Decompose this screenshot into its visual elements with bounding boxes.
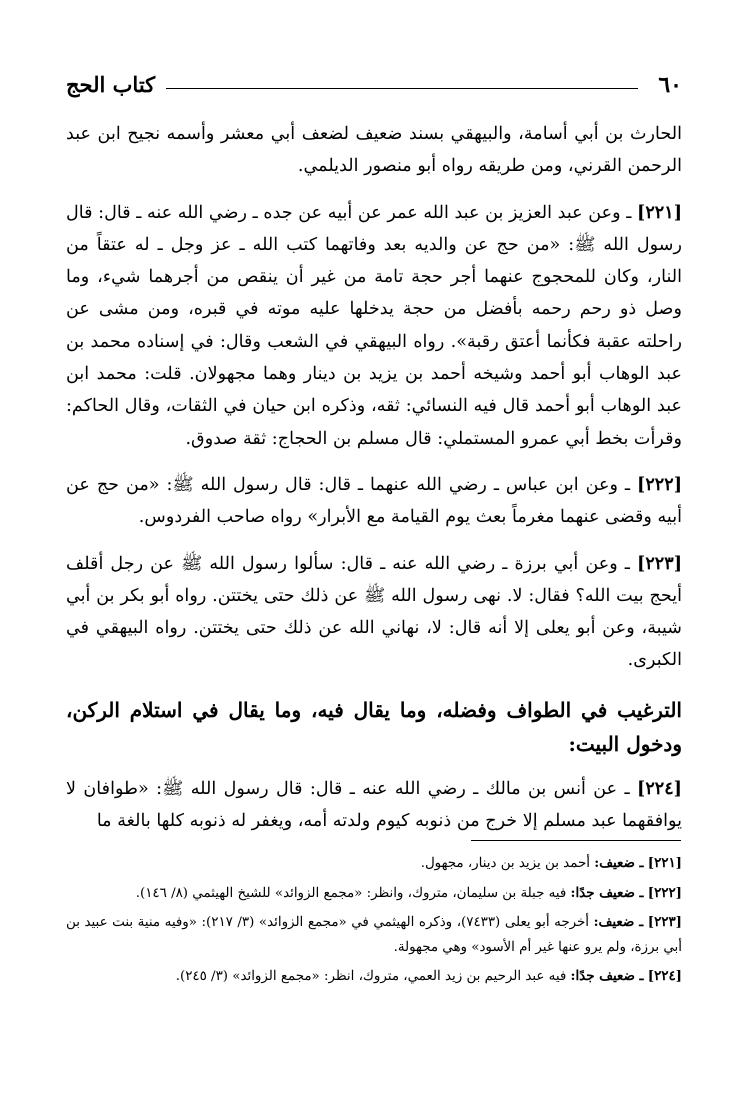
footnote-grade: ـ ضعيف جدًا:: [570, 968, 644, 984]
footnote-text: أحمد بن يزيد بن دينار، مجهول.: [420, 856, 595, 871]
hadith-text: ـ وعن أبي برزة ـ رضي الله عنه ـ قال: سألوا رسول الله ﷺ عن رجل أقلف أيحج بيت الله؟ فقال: لا. نهى رسول الله ﷺ عن ذلك حتى يختتن. رواه أبو بكر بن أبي شيبة، وعن أبو يعلى إلا أنه قال: لا، نهاني الله عن ذلك حتى يختتن. رواه البيهقي في الكبرى.: [66, 553, 682, 671]
footnote-number: [٢٢٣]: [647, 914, 682, 930]
footnote-222: [66, 881, 682, 907]
hadith-223: [66, 548, 682, 677]
hadith-number: [٢٢١]: [637, 201, 683, 223]
intro-paragraph: الحارث بن أبي أسامة، والبيهقي بسند ضعيف لضعف أبي معشر وأسمه نجيح ابن عبد الرحمن القرني، ومن طريقه رواه أبو منصور الديلمي.: [66, 124, 682, 177]
hadith-number: [٢٢٣]: [637, 552, 683, 574]
book-title: كتاب الحج: [66, 72, 156, 97]
main-text: [66, 118, 682, 837]
footnote-text: فيه عبد الرحيم بن زيد العمي، متروك، انظر: «مجمع الزوائد» (٣/ ٢٤٥).: [175, 969, 571, 984]
footnote-224: [66, 964, 682, 990]
header-rule: [166, 88, 638, 89]
hadith-text: ـ وعن عبد العزيز بن عبد الله عمر عن أبيه عن جده ـ رضي الله عنه ـ قال: قال رسول الله ﷺ: «من حج عن والديه بعد وفاتهما كتب الله ـ عز وجل ـ له عتقاً من النار، وكان للمحجوج عنهما أجر حجة تامة من غير أن ينقص من أجرهما شيء، وما وصل ذو رحم رحمه بأفضل من حجة يدخلها عليه موته في قبره، ومن مشى عن راحلته عقبة فكأنما أعتق رقبة». رواه البيهقي في الشعب وقال: في إسناده محمد بن عبد الوهاب أبو أحمد وشيخه أحمد بن يزيد بن دينار وهما مجهولان. قلت: محمد ابن عبد الوهاب أبو أحمد قال فيه النسائي: ثقه، وذكره ابن حيان في الثقات، وقال الحاكم: وقرأت بخط أبي عمرو المستملي: قال مسلم بن الحجاج: ثقة صدوق.: [66, 202, 682, 449]
footnote-separator: [471, 840, 681, 841]
footnote-number: [٢٢٤]: [647, 968, 682, 984]
hadith-text: ـ وعن ابن عباس ـ رضي الله عنهما ـ قال: قال رسول الله ﷺ: «من حج عن أبيه وقضى عنهما مغرماً بعث يوم القيامة مع الأبرار» رواه صاحب الفردوس.: [66, 474, 682, 528]
hadith-number: [٢٢٢]: [637, 473, 683, 495]
footnotes: [66, 851, 682, 994]
hadith-224: [66, 773, 682, 838]
section-heading: الترغيب في الطواف وفضله، وما يقال فيه، وما يقال في استلام الركن، ودخول البيت:: [66, 697, 682, 756]
hadith-222: [66, 469, 682, 534]
hadith-text: ـ عن أنس بن مالك ـ رضي الله عنه ـ قال: قال رسول الله ﷺ: «طوافان لا يوافقهما عبد مسلم إلا خرج من ذنوبه كيوم ولدته أمه، ويغفر له ذنوبه كلها بالغة ما: [66, 778, 682, 832]
page-header: [66, 72, 682, 98]
footnote-223: [66, 910, 682, 960]
footnote-221: [66, 851, 682, 877]
hadith-221: [66, 197, 682, 455]
page-number: ٦٠: [658, 72, 682, 98]
footnote-text: أخرجه أبو يعلى (٧٤٣٣)، وذكره الهيثمي في «مجمع الزوائد» (٣/ ٢١٧): «وفيه منية بنت عبيد بن أبي برزة، ولم يرو عنها غير أم الأسود» وهي مجهولة.: [66, 915, 682, 955]
hadith-number: [٢٢٤]: [636, 777, 682, 799]
footnote-grade: ـ ضعيف جدًا:: [570, 884, 644, 901]
footnote-grade: ـ ضعيف:: [593, 914, 644, 930]
footnote-text: فيه جبلة بن سليمان، متروك، وانظر: «مجمع الزوائد» للشيخ الهيثمي (٨/ ١٤٦).: [135, 885, 571, 901]
footnote-number: [٢٢١]: [647, 855, 682, 871]
footnote-number: [٢٢٢]: [647, 884, 682, 901]
footnote-grade: ـ ضعيف:: [594, 855, 644, 871]
